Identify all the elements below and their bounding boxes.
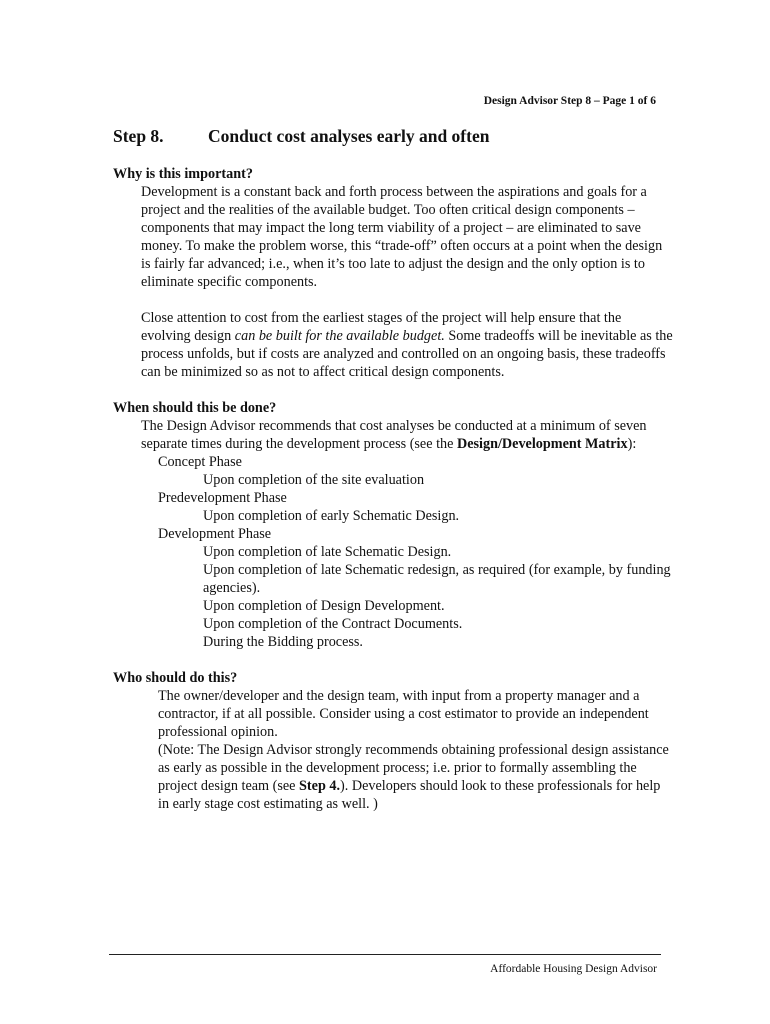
phase-item: Upon completion of late Schematic Design. — [203, 544, 452, 560]
when-intro-end: ): — [627, 436, 637, 452]
page-footer: Affordable Housing Design Advisor — [490, 963, 657, 975]
why-paragraph-2 — [113, 309, 673, 381]
phase-item: Upon completion of the site evaluation — [203, 472, 425, 488]
when-intro — [113, 417, 673, 453]
phase-item: Upon completion of early Schematic Design. — [203, 508, 460, 524]
who-note — [113, 741, 673, 813]
who-note-start: (Note: The Design Advisor strongly recommends obtaining professional design assistance as early as possible in the development process; i.e. prior to formally assembling the project design team (see — [158, 742, 669, 794]
why-paragraph-2-emphasis: can be built for the available budget. — [234, 328, 445, 344]
when-heading: When should this be done? — [113, 400, 277, 416]
who-paragraph: The owner/developer and the design team, with input from a property manager and a contractor, if at all possible. Consider using a cost estimator to provide an independent professional opinion. — [158, 688, 649, 740]
step-title: Conduct cost analyses early and often — [208, 126, 490, 146]
step-number: Step 8. — [113, 126, 164, 146]
footer-divider — [109, 954, 661, 955]
why-heading: Why is this important? — [113, 166, 253, 182]
who-heading: Who should do this? — [113, 670, 238, 686]
phase-name: Concept Phase — [158, 454, 242, 470]
phase-item: Upon completion of Design Development. — [203, 598, 445, 614]
phase-item: Upon completion of late Schematic redesign, as required (for example, by funding agencies). — [203, 562, 671, 596]
step-4-ref: Step 4. — [299, 778, 341, 794]
phase-item: Upon completion of the Contract Documents. — [203, 616, 463, 632]
who-note-end: ). Developers should look to these professionals for help in early stage cost estimating as well. ) — [158, 778, 661, 812]
why-paragraph-2-end: Some tradeoffs will be inevitable as the process unfolds, but if costs are analyzed and controlled on an ongoing basis, these tradeoffs can be minimized so as not to affect critical design components. — [141, 328, 673, 380]
why-paragraph-1: Development is a constant back and forth process between the aspirations and goals for a project and the realities of the available budget. Too often critical design components – components that may impact the long term viability of a project – are eliminated to save money. To make the problem worse, this “trade-off” often occurs at a point when the design is fairly far advanced; i.e., when it’s too late to adjust the design and the only option is to eliminate specific components. — [141, 184, 663, 290]
phase-item: During the Bidding process. — [203, 634, 363, 650]
page-header: Design Advisor Step 8 – Page 1 of 6 — [483, 95, 656, 107]
when-intro-start: The Design Advisor recommends that cost analyses be conducted at a minimum of seven separate times during the development process (see the — [141, 418, 647, 452]
phase-name: Predevelopment Phase — [158, 490, 287, 506]
document-body — [113, 165, 673, 813]
phase-name: Development Phase — [158, 526, 272, 542]
why-paragraph-2-start: Close attention to cost from the earliest stages of the project will help ensure that the evolving design — [141, 310, 622, 344]
design-development-matrix-ref: Design/Development Matrix — [456, 436, 628, 452]
